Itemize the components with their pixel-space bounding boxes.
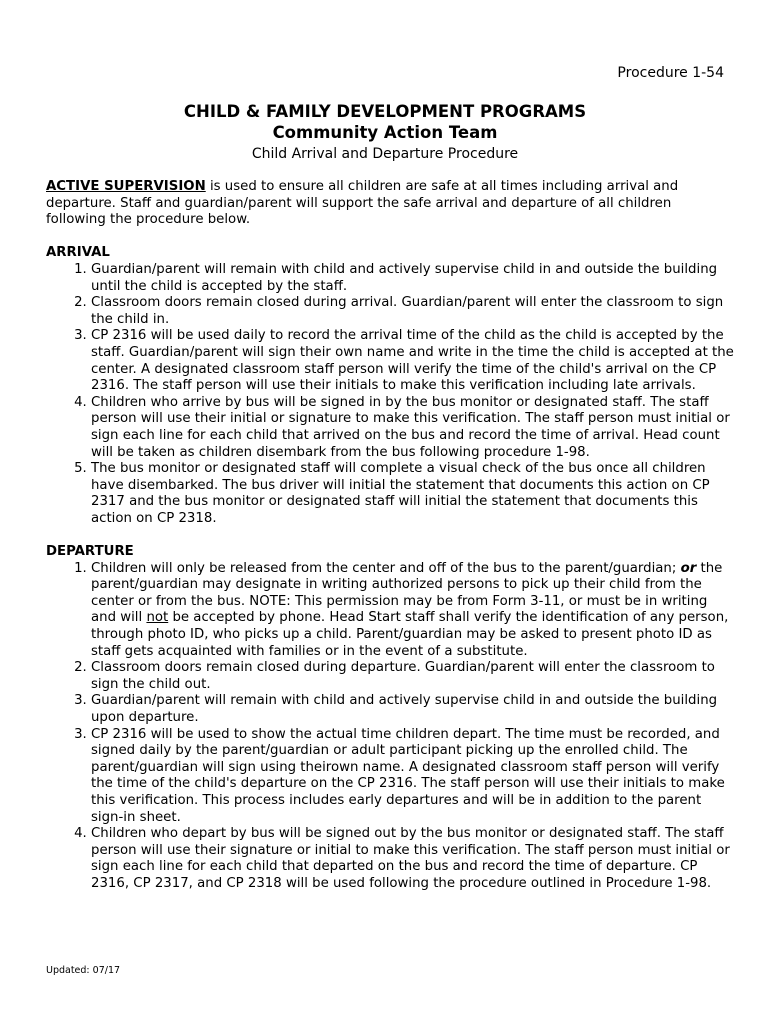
departure-item-2: 2. Classroom doors remain closed during departure. Guardian/parent will enter the classroom to sign the child out. (91, 660, 734, 693)
arrival-item-4: 4. Children who arrive by bus will be signed in by the bus monitor or designated staff. The staff person will use their initial or signature to make this verification. The staff person must initial or sign each line for each child that arrived on the bus and record the time of arrival. Head count will be taken as children disembark from the bus following procedure 1-98. (91, 395, 734, 461)
departure-item-4: 3. CP 2316 will be used to show the actual time children depart. The time must be recorded, and signed daily by the parent/guardian or adult participant picking up the enrolled child. The parent/guardian will sign using theirown name. A designated classroom staff person will verify the time of the child's departure on the CP 2316. The staff person will use their initials to make this verification. This process includes early departures and will be in addition to the parent sign-in sheet. (91, 727, 734, 827)
departure-item-1-text-b: the parent/guardian may designate in writing authorized persons to pick up their child from the center or from the bus. NOTE: This permission may be from Form 3-11, or must be in writing and will (91, 560, 723, 626)
arrival-heading: ARRIVAL (46, 245, 110, 261)
departure-list (46, 561, 734, 893)
document-body (46, 179, 734, 909)
intro-paragraph (46, 179, 734, 229)
departure-heading: DEPARTURE (46, 544, 134, 560)
doc-title: Child Arrival and Departure Procedure (251, 146, 519, 162)
arrival-item-2: 2. Classroom doors remain closed during arrival. Guardian/parent will enter the classroom to sign the child in. (91, 295, 734, 328)
arrival-item-5: 5. The bus monitor or designated staff will complete a visual check of the bus once all children have disembarked. The bus driver will initial the statement that documents this action on CP 2317 and the bus monitor or designated staff will initial the statement that documents this action on CP 2318. (91, 461, 734, 527)
departure-item-1 (91, 561, 734, 661)
team-title: Community Action Team (272, 123, 498, 142)
org-title: CHILD & FAMILY DEVELOPMENT PROGRAMS (183, 102, 587, 121)
departure-item-5: 4. Children who depart by bus will be signed out by the bus monitor or designated staff. The staff person will use their signature or initial to make this verification. The staff person must initial or sign each line for each child that departed on the bus and record the time of departure. CP 2316, CP 2317, and CP 2318 will be used following the procedure outlined in Procedure 1-98. (91, 826, 734, 892)
arrival-list (46, 262, 734, 528)
arrival-item-3: 3. CP 2316 will be used daily to record the arrival time of the child as the child is accepted by the staff. Guardian/parent will sign their own name and write in the time the child is accepted at the center. A designated classroom staff person will verify the time of the child's arrival on the CP 2316. The staff person will use their initials to make this verification including late arrivals. (91, 328, 734, 394)
departure-item-1-text-c: be accepted by phone. Head Start staff shall verify the identification of any person, through photo ID, who picks up a child. Parent/guardian may be asked to present photo ID as staff gets acquainted with families or in the event of a substitute. (91, 610, 729, 659)
arrival-item-1: 1. Guardian/parent will remain with child and actively supervise child in and outside the building until the child is accepted by the staff. (91, 262, 734, 295)
departure-item-3: 3. Guardian/parent will remain with child and actively supervise child in and outside the building upon departure. (91, 693, 734, 726)
active-supervision-keyword: ACTIVE SUPERVISION (46, 179, 206, 194)
departure-item-1-not: not (146, 610, 169, 626)
document-heading (0, 101, 770, 164)
procedure-number: Procedure 1-54 (617, 65, 724, 81)
departure-item-1-or: or (680, 560, 697, 576)
intro-text: is used to ensure all children are safe at all times including arrival and departure. Staff and guardian/parent will support the safe arrival and departure of all children following the procedure below. (46, 179, 679, 228)
departure-item-1-text-a: Children will only be released from the center and off of the bus to the parent/guardian; (91, 560, 681, 576)
updated-date: Updated: 07/17 (46, 965, 121, 976)
